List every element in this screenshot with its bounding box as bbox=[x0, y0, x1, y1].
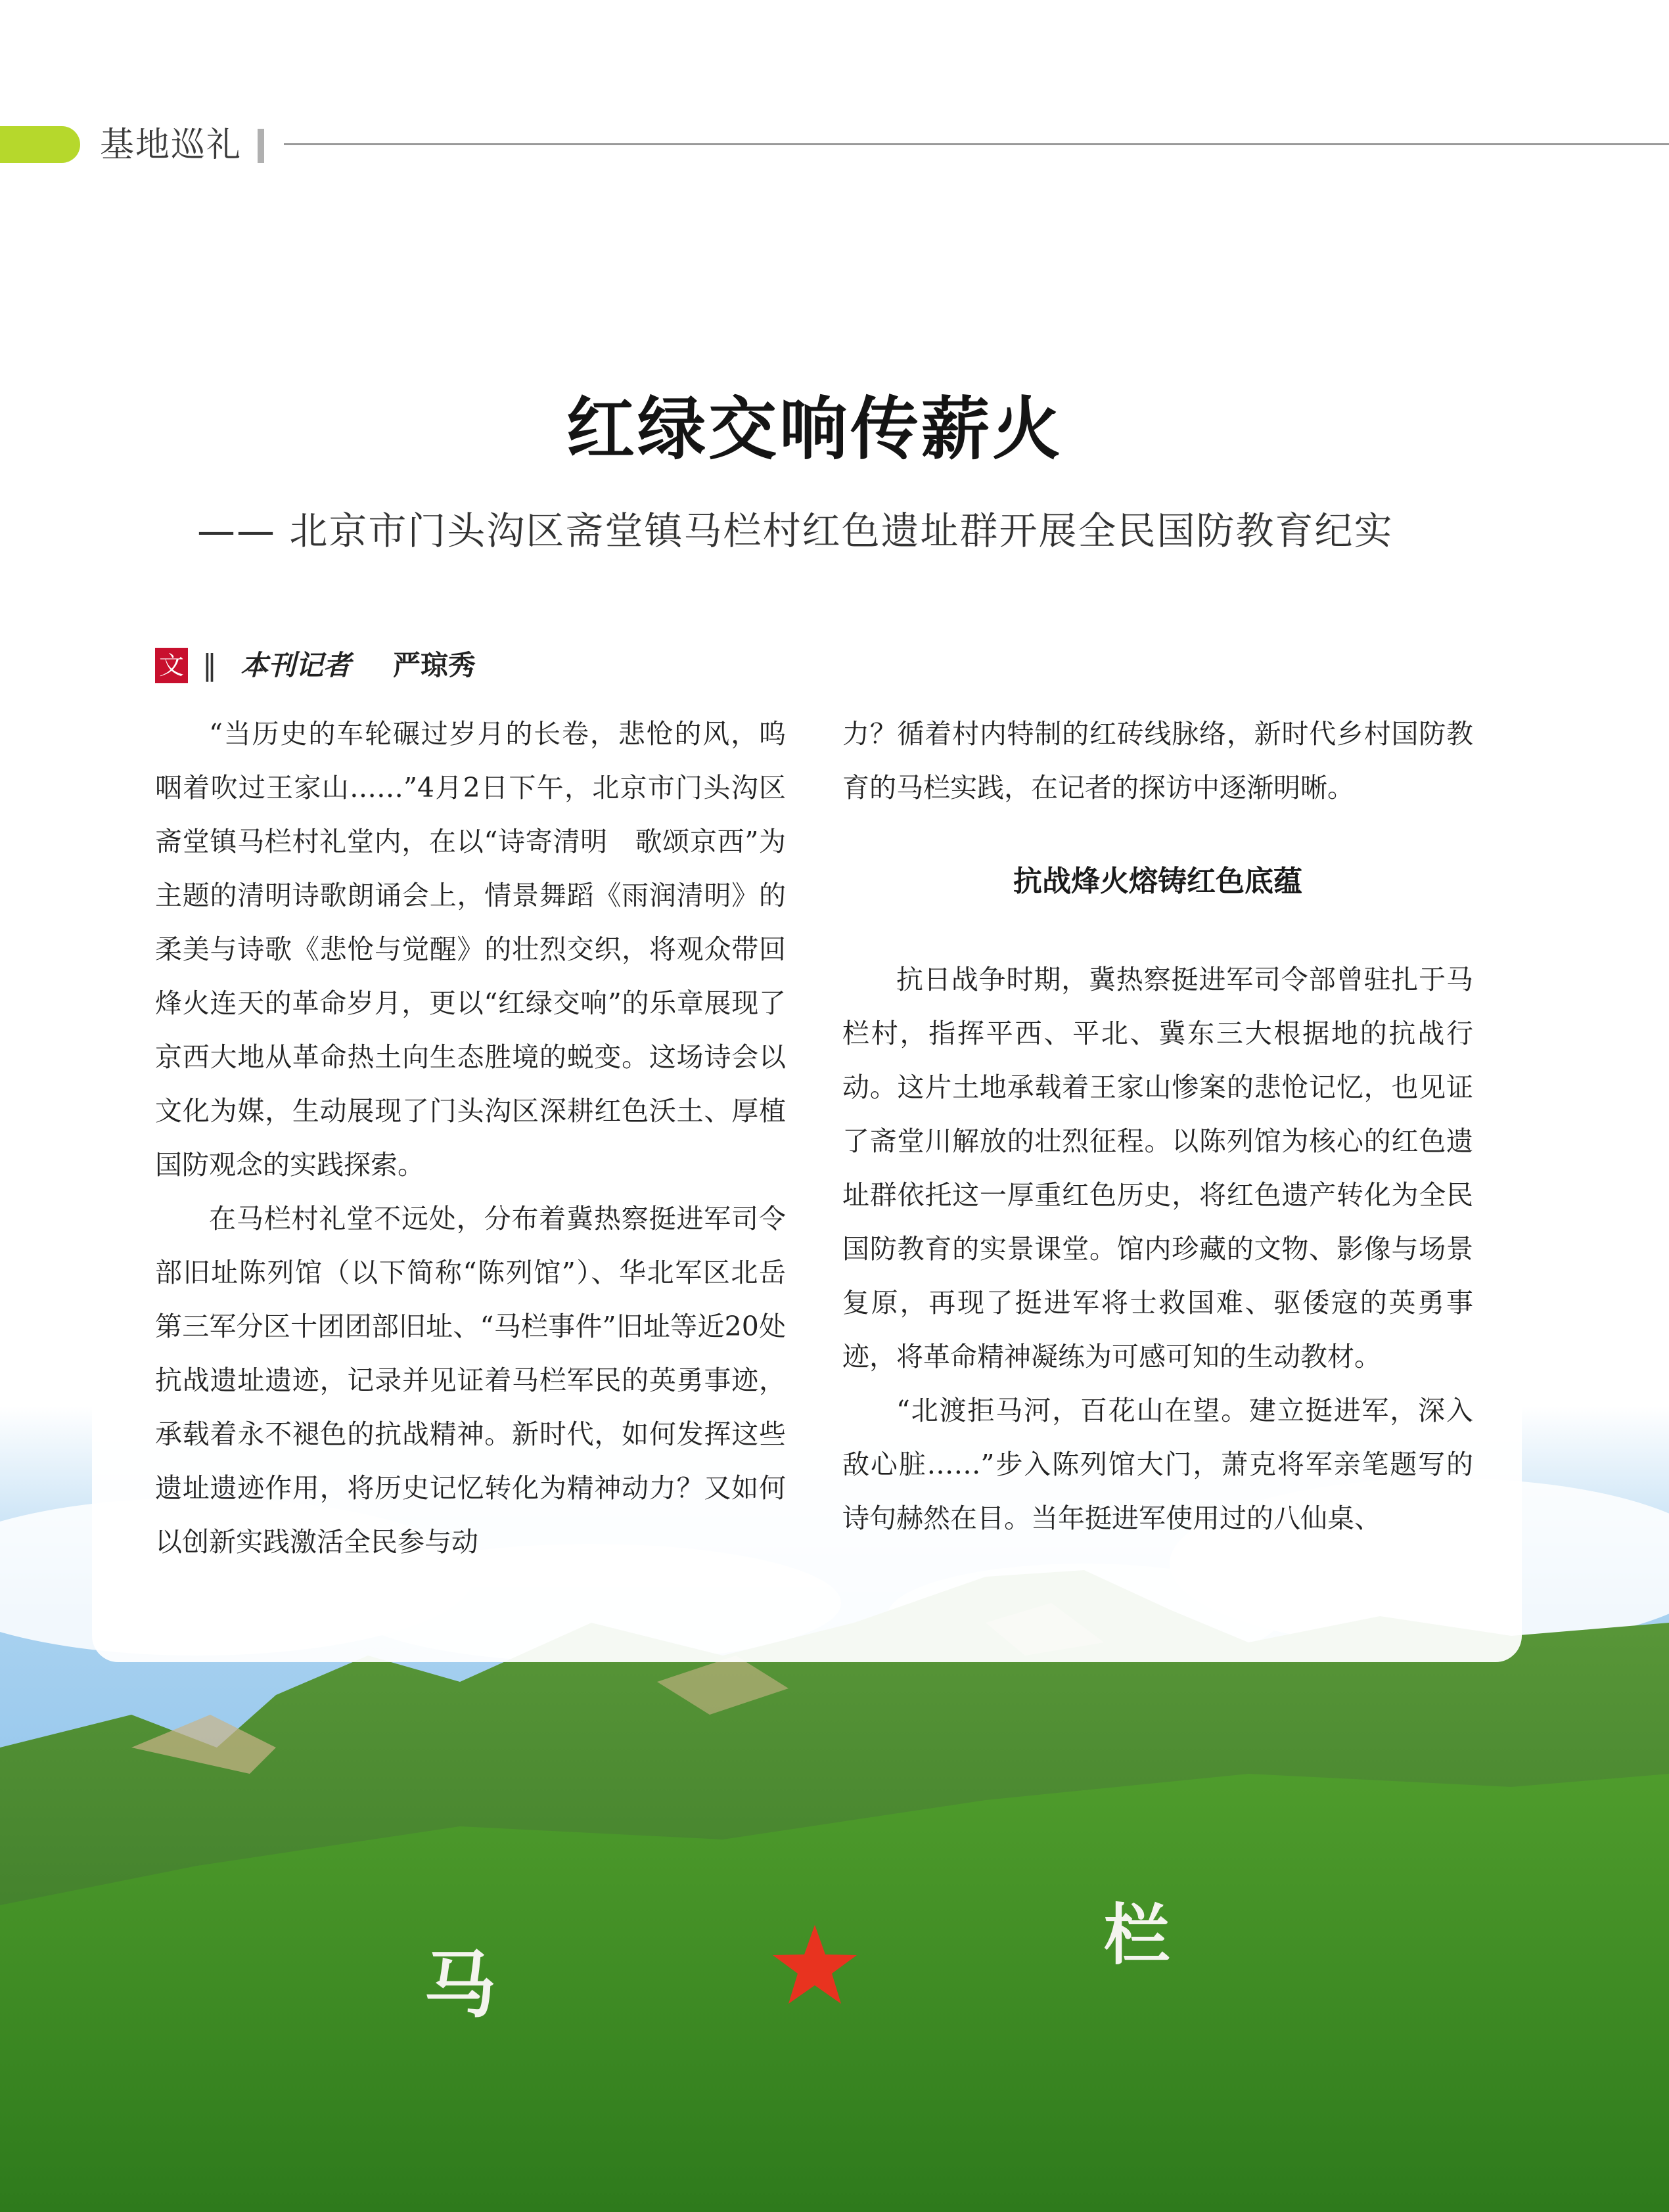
section-accent-pill bbox=[0, 126, 80, 163]
paragraph: “北渡拒马河，百花山在望。建立挺进军，深入敌心脏……”步入陈列馆大门，萧克将军亲笔题写的诗句赫然在目。当年挺进军使用过的八仙桌、 bbox=[842, 1395, 1473, 1534]
right-column bbox=[842, 707, 1473, 1545]
byline-badge: 文 bbox=[155, 648, 188, 683]
byline-separator: ‖ bbox=[202, 648, 217, 682]
section-divider-bar bbox=[258, 129, 264, 163]
byline-author: 严琼秀 bbox=[393, 649, 476, 681]
section-label: 基地巡礼 bbox=[100, 125, 242, 165]
paragraph-continuation: 力？循着村内特制的红砖线脉络，新时代乡村国防教育的马栏实践，在记者的探访中逐渐明晰。 bbox=[842, 718, 1473, 803]
hillside-character-ma: 马 bbox=[424, 1943, 496, 2027]
hillside-character-lan: 栏 bbox=[1104, 1897, 1170, 1974]
paragraph: 抗日战争时期，冀热察挺进军司令部曾驻扎于马栏村，指挥平西、平北、冀东三大根据地的抗战行动。这片土地承载着王家山惨案的悲怆记忆，也见证了斋堂川解放的壮烈征程。以陈列馆为核心的红色遗址群依托这一厚重红色历史，将红色遗产转化为全民国防教育的实景课堂。馆内珍藏的文物、影像与场景复原，再现了挺进军将士救国难、驱倭寇的英勇事迹，将革命精神凝练为可感可知的生动教材。 bbox=[842, 964, 1473, 1372]
article-title: 红绿交响传薪火 bbox=[566, 389, 1063, 469]
header-rule bbox=[284, 143, 1669, 145]
left-column bbox=[155, 707, 786, 1569]
paragraph: “当历史的车轮碾过岁月的长卷，悲怆的风，呜咽着吹过王家山……”4月2日下午，北京市门头沟区斋堂镇马栏村礼堂内，在以“诗寄清明 歌颂京西”为主题的清明诗歌朗诵会上，情景舞蹈《雨润清明》的柔美与诗歌《悲怆与觉醒》的壮烈交织，将观众带回烽火连天的革命岁月，更以“红绿交响”的乐章展现了京西大地从革命热土向生态胜境的蜕变。这场诗会以文化为媒，生动展现了门头沟区深耕红色沃土、厚植国防观念的实践探索。 bbox=[155, 718, 786, 1181]
section-heading: 抗战烽火熔铸红色底蕴 bbox=[1013, 865, 1302, 898]
article-subtitle: —— 北京市门头沟区斋堂镇马栏村红色遗址群开展全民国防教育纪实 bbox=[197, 508, 1394, 553]
paragraph: 在马栏村礼堂不远处，分布着冀热察挺进军司令部旧址陈列馆（以下简称“陈列馆”）、华北军区北岳第三军分区十团团部旧址、“马栏事件”旧址等近20处抗战遗址遗迹，记录并见证着马栏军民的英勇事迹，承载着永不褪色的抗战精神。新时代，如何发挥这些遗址遗迹作用，将历史记忆转化为精神动力？又如何以创新实践激活全民参与动 bbox=[155, 1203, 786, 1558]
byline-role: 本刊记者 bbox=[240, 649, 352, 681]
